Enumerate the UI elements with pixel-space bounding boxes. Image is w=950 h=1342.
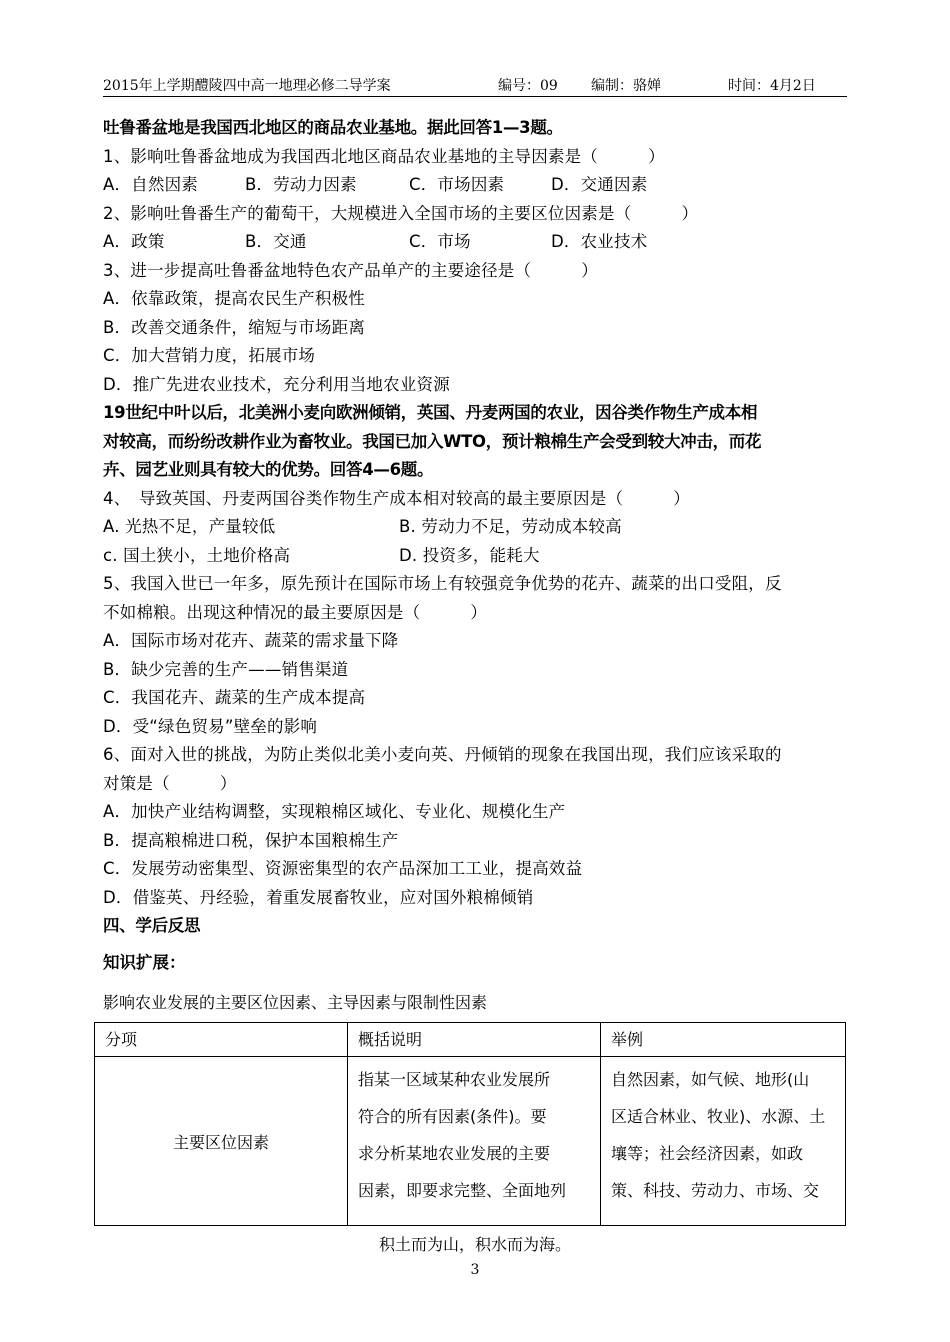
header-number: 编号：09 [498, 78, 558, 94]
example-line: 壤等；社会经济因素，如政 [611, 1144, 804, 1163]
worksheet-content [103, 114, 855, 1023]
q2-option-c: C．市场 [409, 232, 471, 251]
q2-option-d: D．农业技术 [551, 232, 648, 251]
q4-option-b: B. 劳动力不足，劳动成本较高 [399, 517, 622, 536]
question-2: 2、影响吐鲁番生产的葡萄干，大规模进入全国市场的主要区位因素是（ ） [103, 203, 699, 223]
q1-option-c: C．市场因素 [409, 175, 505, 194]
table-header-description: 概括说明 [348, 1023, 601, 1057]
footer-motto: 积土而为山，积水而为海。 [378, 1235, 571, 1254]
page-number: 3 [470, 1262, 480, 1278]
table-cell-example [601, 1057, 846, 1226]
q2-option-a: A．政策 [103, 232, 165, 251]
section2-intro-line-3: 卉、园艺业则具有较大的优势。回答4—6题。 [103, 460, 434, 479]
header-editor: 编制：骆婵 [591, 78, 661, 94]
question-4-options-ab [103, 513, 855, 542]
question-5-line-2: 不如棉粮。出现这种情况的最主要原因是（ ） [103, 602, 488, 622]
question-1: 1、影响吐鲁番盆地成为我国西北地区商品农业基地的主导因素是（ ） [103, 146, 665, 166]
question-2-options [103, 228, 855, 257]
table-cell-item: 主要区位因素 [95, 1057, 348, 1226]
header-title: 2015年上学期醴陵四中高一地理必修二导学案 [103, 78, 391, 94]
q4-option-c: c. 国土狭小，土地价格高 [103, 545, 291, 565]
q3-option-b: B．改善交通条件，缩短与市场距离 [103, 317, 366, 337]
q5-option-b: B．缺少完善的生产——销售渠道 [103, 659, 349, 679]
section4-heading: 四、学后反思 [103, 916, 201, 935]
q6-option-a: A．加快产业结构调整，实现粮棉区域化、专业化、规模化生产 [103, 802, 566, 821]
q3-option-c: C．加大营销力度，拓展市场 [103, 346, 316, 365]
example-line: 策、科技、劳动力、市场、交 [611, 1181, 820, 1200]
header-time: 时间：4月2日 [728, 78, 816, 94]
section2-intro-line-2: 对较高，而纷纷改耕作业为畜牧业。我国已加入WTO，预计粮棉生产会受到较大冲击，而花 [103, 431, 762, 451]
q4-option-a: A. 光热不足，产量较低 [103, 517, 276, 536]
question-6-line-2: 对策是（ ） [103, 773, 237, 793]
description-line: 指某一区域某种农业发展所 [358, 1070, 551, 1089]
q2-option-b: B．交通 [245, 232, 307, 251]
example-line: 区适合林业、牧业)、水源、土 [611, 1107, 826, 1126]
question-6-line-1: 6、面对入世的挑战，为防止类似北美小麦向英、丹倾销的现象在我国出现，我们应该采取的 [103, 745, 782, 764]
example-line: 自然因素，如气候、地形(山 [611, 1070, 810, 1089]
question-4-options-cd [103, 542, 855, 571]
table-intro: 影响农业发展的主要区位因素、主导因素与限制性因素 [103, 992, 488, 1012]
q3-option-d: D．推广先进农业技术，充分利用当地农业资源 [103, 374, 450, 394]
question-3: 3、进一步提高吐鲁番盆地特色农产品单产的主要途径是（ ） [103, 260, 598, 280]
question-1-options [103, 171, 855, 200]
factors-table [94, 1022, 846, 1226]
q5-option-d: D．受“绿色贸易”壁垒的影响 [103, 716, 318, 736]
section1-intro: 吐鲁番盆地是我国西北地区的商品农业基地。据此回答1—3题。 [103, 118, 563, 137]
q5-option-a: A．国际市场对花卉、蔬菜的需求量下降 [103, 631, 399, 650]
table-header-item: 分项 [95, 1023, 348, 1057]
q6-option-c: C．发展劳动密集型、资源密集型的农产品深加工工业，提高效益 [103, 859, 583, 878]
knowledge-heading: 知识扩展： [103, 952, 186, 972]
q3-option-a: A．依靠政策，提高农民生产积极性 [103, 289, 365, 308]
table-header-row [95, 1023, 846, 1057]
table-row [95, 1057, 846, 1226]
q5-option-c: C．我国花卉、蔬菜的生产成本提高 [103, 688, 366, 707]
question-5-line-1: 5、我国入世已一年多，原先预计在国际市场上有较强竞争优势的花卉、蔬菜的出口受阻，反 [103, 574, 782, 593]
question-4: 4、 导致英国、丹麦两国谷类作物生产成本相对较高的最主要原因是（ ） [103, 488, 690, 508]
q1-option-a: A．自然因素 [103, 175, 198, 194]
description-line: 因素，即要求完整、全面地列 [358, 1181, 567, 1200]
q4-option-d: D. 投资多，能耗大 [399, 545, 540, 565]
description-line: 求分析某地农业发展的主要 [358, 1144, 551, 1163]
table-header-example: 举例 [601, 1023, 846, 1057]
section2-intro-line-1: 19世纪中叶以后，北美洲小麦向欧洲倾销，英国、丹麦两国的农业，因谷类作物生产成本相 [103, 403, 758, 422]
table-cell-description [348, 1057, 601, 1226]
page-header [103, 76, 847, 97]
q6-option-d: D．借鉴英、丹经验，着重发展畜牧业，应对国外粮棉倾销 [103, 887, 534, 907]
q1-option-b: B．劳动力因素 [245, 175, 357, 194]
q6-option-b: B．提高粮棉进口税，保护本国粮棉生产 [103, 830, 399, 850]
description-line: 符合的所有因素(条件)。要 [358, 1107, 547, 1126]
q1-option-d: D．交通因素 [551, 175, 648, 194]
